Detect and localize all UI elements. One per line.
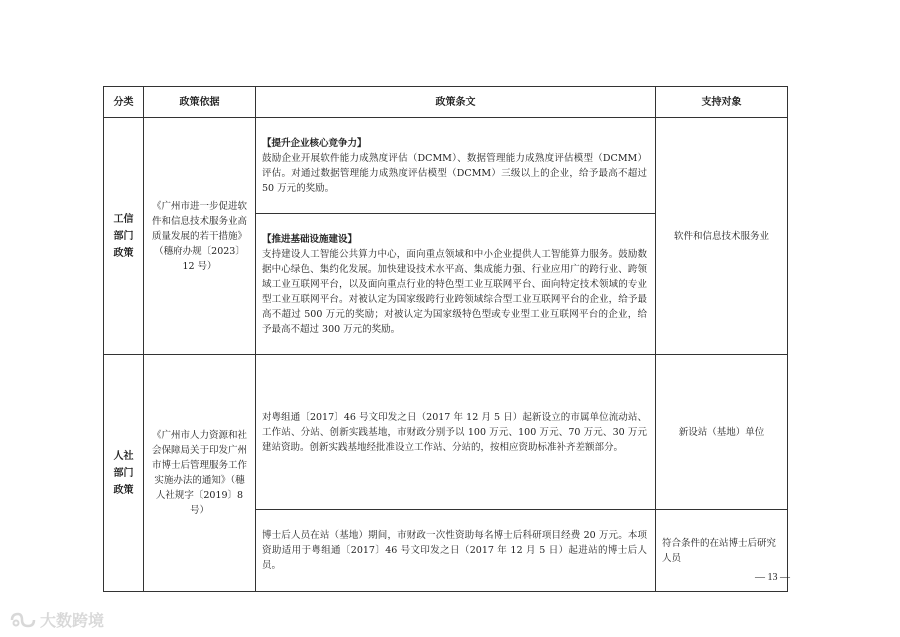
provision-tag: 【提升企业核心竞争力】 <box>262 137 367 149</box>
provision-cell <box>256 214 656 355</box>
provision-tag: 【推进基础设施建设】 <box>262 233 358 245</box>
provision-cell <box>256 510 656 592</box>
category-cell-hr <box>104 355 144 592</box>
header-provisions: 政策条文 <box>256 87 656 118</box>
category-label: 工信 部门 政策 <box>113 213 134 259</box>
provision-cell <box>256 355 656 510</box>
provision-text: 博士后人员在站（基地）期间，市财政一次性资助每名博士后科研项目经费 20 万元。本项资助适用于粤组通〔2017〕46 号文印发之日（2017 年 12 月 5 日）起进站的博士后人员。 <box>262 530 647 571</box>
policy-table <box>103 86 788 592</box>
provision-cell <box>256 118 656 214</box>
category-label: 人社 部门 政策 <box>113 450 134 496</box>
header-category: 分类 <box>104 87 144 118</box>
target-cell-postdoc: 符合条件的在站博士后研究人员 <box>656 510 788 592</box>
watermark <box>8 608 104 631</box>
table-header-row <box>104 87 788 118</box>
provision-text: 支持建设人工智能公共算力中心，面向重点领域和中小企业提供人工智能算力服务。鼓励数据中心绿色、集约化发展。加快建设技术水平高、集成能力强、行业应用广的跨行业、跨领域工业互联网平台，以及面向重点行业的特色型工业互联网平台、面向特定技术领域的专业型工业互联网平台。对被认定为国家级跨行业跨领域综合型工业互联网平台的企业，给予最高不超过 500 万元的奖励；对被认定为国家级特色型或专业型工业互联网平台的企业，给予最高不超过 300 万元的奖励。 <box>262 248 647 335</box>
provision-text: 对粤组通〔2017〕46 号文印发之日（2017 年 12 月 5 日）起新设立的市属单位流动站、工作站、分站、创新实践基地，市财政分别予以 100 万元、100 万元、70 万元、30 万元建站资助。创新实践基地经批准设立工作站、分站的，按相应资助标准补齐差额部分。 <box>262 411 647 453</box>
table-row <box>104 355 788 510</box>
target-cell-industry: 软件和信息技术服务业 <box>656 118 788 355</box>
watermark-text: 大数跨境 <box>40 611 105 630</box>
header-target: 支持对象 <box>656 87 788 118</box>
basis-cell-hr: 《广州市人力资源和社会保障局关于印发广州市博士后管理服务工作实施办法的通知》（穗人社规字〔2019〕8 号） <box>144 355 256 592</box>
header-basis: 政策依据 <box>144 87 256 118</box>
table-row <box>104 118 788 214</box>
watermark-logo-icon <box>8 611 36 629</box>
provision-text: 鼓励企业开展软件能力成熟度评估（DCMM）、数据管理能力成熟度评估模型（DCMM）评估。对通过数据管理能力成熟度评估模型（DCMM）三级以上的企业，给予最高不超过 50 万元的奖励。 <box>262 152 647 194</box>
page-number: — 13 — <box>755 572 790 583</box>
target-cell-new-station: 新设站（基地）单位 <box>656 355 788 510</box>
category-cell-industry <box>104 118 144 355</box>
basis-cell-industry: 《广州市进一步促进软件和信息技术服务业高质量发展的若干措施》（穗府办规〔2023〕12 号） <box>144 118 256 355</box>
